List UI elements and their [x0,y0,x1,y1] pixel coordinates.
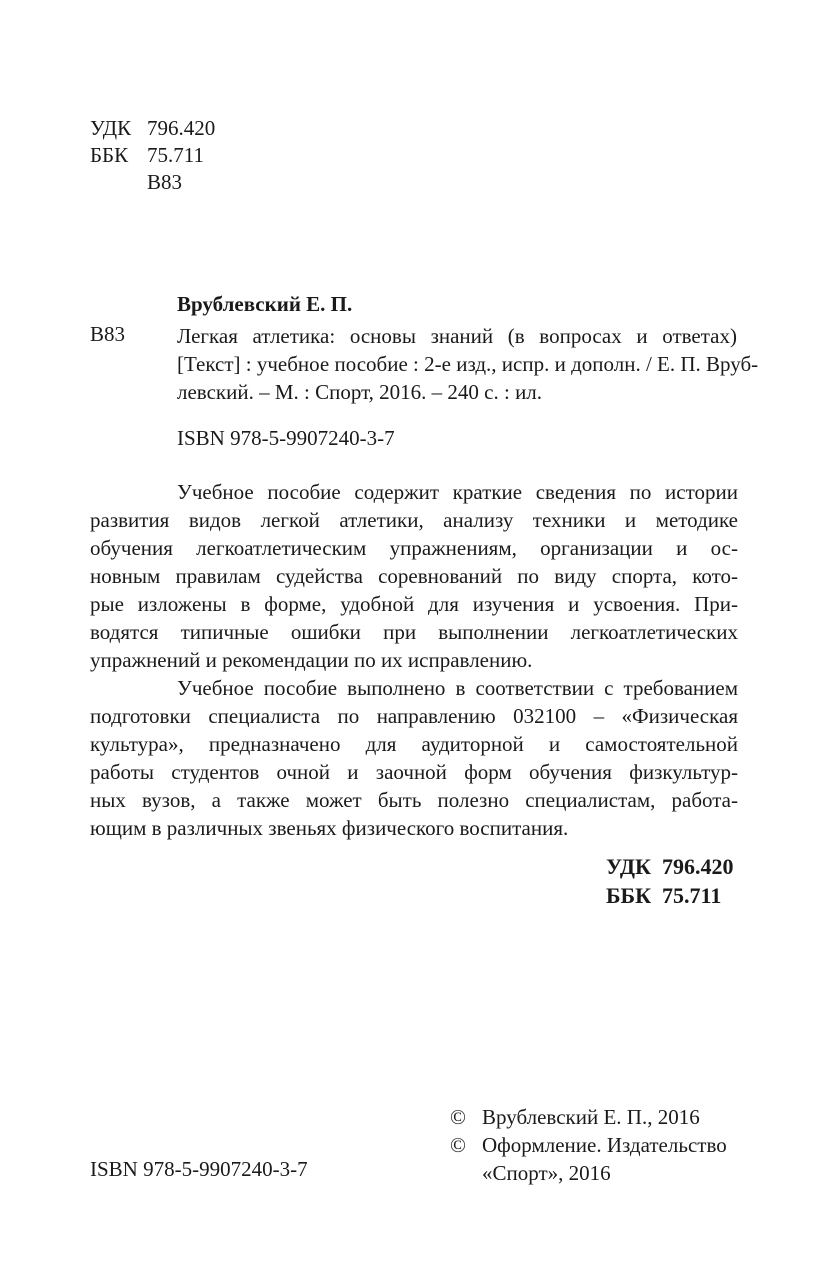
card-isbn: ISBN 978-5-9907240-3-7 [177,426,395,450]
annotation [90,478,738,842]
copyright-design: Оформление. Издательство [482,1133,727,1157]
udk-label: УДК [90,116,132,140]
annotation-line: водятся типичные ошибки при выполнении легкоатлетических [90,620,738,644]
annotation-line: рые изложены в форме, удобной для изучения и усвоения. При- [90,592,738,616]
udk-value: 796.420 [147,116,216,140]
annotation-line: Учебное пособие содержит краткие сведения по истории [177,480,738,504]
author-name: Врублевский Е. П. [177,292,353,316]
bbk-label: ББК [90,143,129,167]
annotation-line: работы студентов очной и заочной форм обучения физкультур- [90,760,738,784]
bbk-value: 75.711 [147,143,204,167]
annotation-line: упражнений и рекомендации по их исправлению. [90,648,533,672]
author-mark: В83 [147,170,183,194]
biblio-line: Легкая атлетика: основы знаний (в вопросах и ответах) [177,324,737,348]
udk-row [90,115,215,142]
annotation-line: Учебное пособие выполнено в соответствии с требованием [177,676,738,700]
biblio-line: [Текст] : учебное пособие : 2-е изд., испр. и дополн. / Е. П. Вруб- [177,352,759,376]
bottom-bbk: ББК 75.711 [606,883,722,908]
bottom-udk: УДК 796.420 [606,854,734,879]
annotation-line: обучения легкоатлетическим упражнениям, организации и ос- [90,536,738,560]
copyright-publisher: «Спорт», 2016 [482,1161,611,1185]
copyright-author: Врублевский Е. П., 2016 [482,1105,700,1129]
annotation-line: подготовки специалиста по направлению 032100 – «Физическая [90,704,738,728]
copyright-row [450,1103,727,1131]
copyright-icon: © [450,1133,466,1157]
author-cipher: В83 [90,322,126,346]
annotation-line: новным правилам судейства соревнований по виду спорта, кото- [90,564,738,588]
copyright-row [450,1159,727,1187]
annotation-line: ных вузов, а также может быть полезно специалистам, работа- [90,788,738,812]
author-mark-row [90,169,215,196]
annotation-line: ющим в различных звеньях физического воспитания. [90,816,569,840]
bottom-classification-codes [606,852,734,910]
biblio-line: левский. – М. : Спорт, 2016. – 240 с. : ил. [177,380,543,404]
bbk-row [90,142,215,169]
footer-isbn: ISBN 978-5-9907240-3-7 [90,1157,308,1181]
copyright-block [450,1103,727,1187]
annotation-line: развития видов легкой атлетики, анализу техники и методике [90,508,738,532]
annotation-line: культура», предназначено для аудиторной и самостоятельной [90,732,738,756]
top-classification-codes [90,115,215,196]
bibliographic-description [177,322,759,406]
copyright-icon: © [450,1105,466,1129]
copyright-row [450,1131,727,1159]
